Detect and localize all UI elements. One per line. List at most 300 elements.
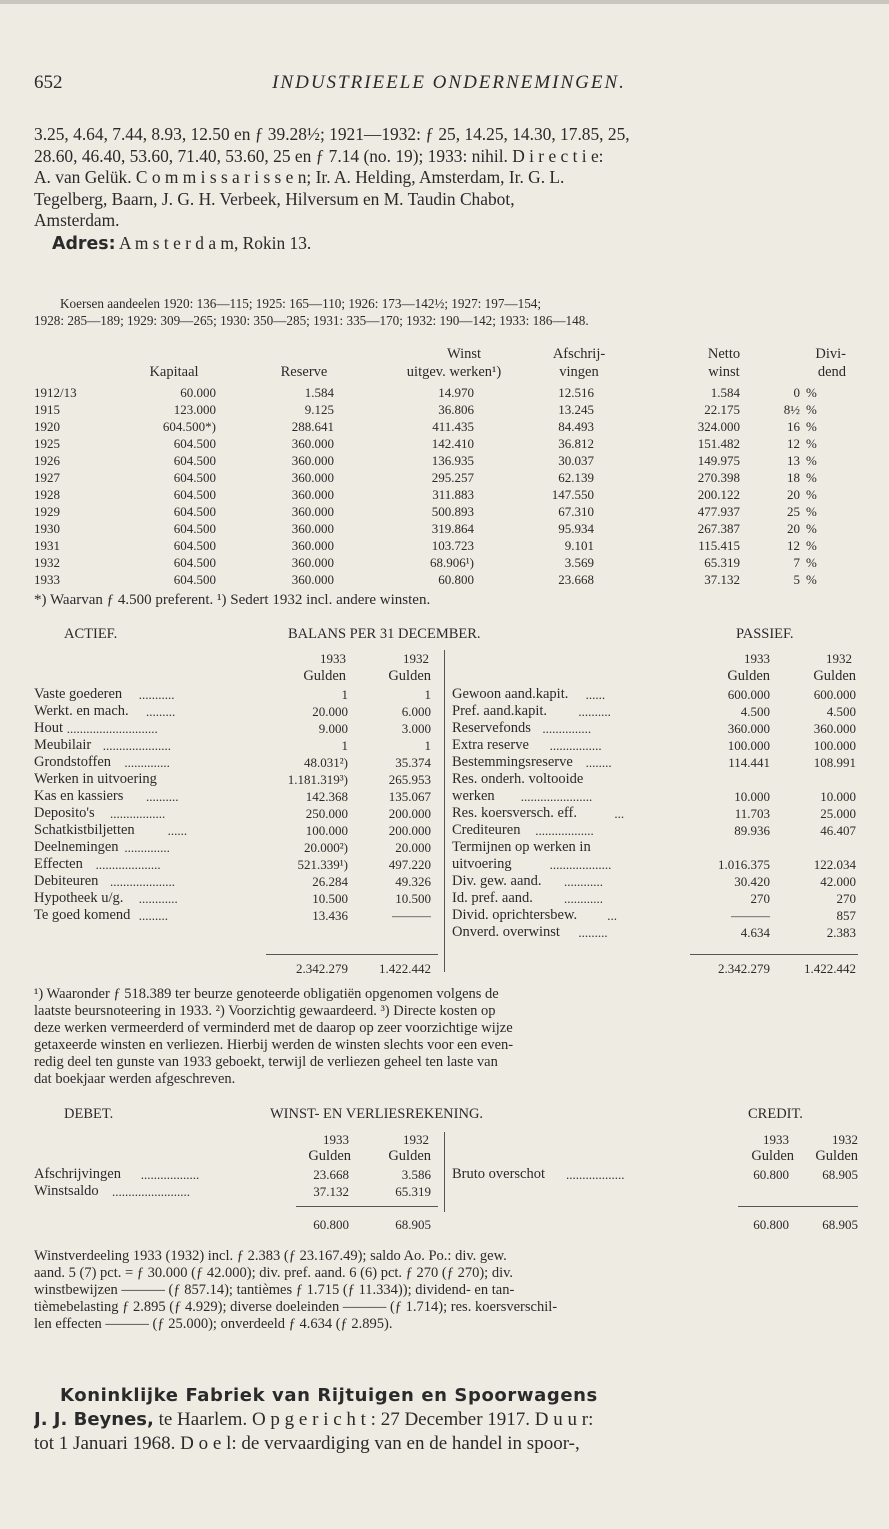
bal-total-b-left: 1.422.442 [379, 961, 431, 976]
stats-year: 1933 [34, 572, 60, 587]
stats-afschrijvingen: 67.310 [558, 504, 594, 519]
passief-value-1932: 270 [836, 891, 856, 906]
passief-value-1933: 4.500 [740, 704, 770, 719]
stats-kapitaal: 604.500 [173, 453, 216, 468]
stats-dividend: 5 [793, 572, 800, 587]
passief-value-1932: 25.000 [820, 806, 856, 821]
stats-dividend: 13 [787, 453, 800, 468]
passief-value-1932: 122.034 [813, 857, 856, 872]
stats-dividend: 16 [787, 419, 800, 434]
actief-label: Te goed komend [34, 907, 131, 923]
stats-kapitaal: 604.500 [173, 487, 216, 502]
stats-afschrijvingen: 13.245 [558, 402, 594, 417]
passief-label: Res. onderh. voltooide [452, 771, 584, 787]
stats-percent-sign: % [806, 572, 817, 587]
stats-year: 1912/13 [34, 385, 77, 400]
passief-value-1933: 89.936 [734, 823, 770, 838]
next-company-entry [34, 1384, 864, 1456]
intro-line: 28.60, 46.40, 53.60, 71.40, 53.60, 25 en ƒ 7.14 (no. 19); 1933: nihil. D i r e c t i e: [34, 145, 604, 166]
balance-footnotes [34, 986, 864, 1088]
company-owner: J. J. Beynes, [34, 1409, 154, 1430]
actief-leader-dots: .................... [110, 874, 175, 889]
passief-value-1932: 42.000 [820, 874, 856, 889]
wv-total-a-right: 60.800 [753, 1217, 789, 1232]
intro-line: 3.25, 4.64, 7.44, 8.93, 12.50 en ƒ 39.28½; 1921—1932: ƒ 25, 14.25, 14.30, 17.85, 25, [34, 124, 630, 144]
actief-leader-dots: .............. [124, 840, 170, 855]
stats-reserve: 360.000 [291, 436, 334, 451]
stats-year: 1929 [34, 504, 60, 519]
passief-label: Gewoon aand.kapit. [452, 686, 569, 702]
stats-afschrijvingen: 95.934 [558, 521, 594, 536]
stats-row [34, 469, 864, 486]
scan-edge [0, 0, 889, 4]
passief-leader-dots: ........ [585, 755, 612, 770]
stats-reserve: 360.000 [291, 538, 334, 553]
stats-percent-sign: % [806, 538, 817, 553]
passief-label: Reservefonds [452, 720, 531, 736]
actief-value-1933: 100.000 [305, 823, 348, 838]
wv-unit-a-right: Gulden [751, 1148, 794, 1164]
stats-dividend: 0 [793, 385, 800, 400]
wv-unit-a-left: Gulden [308, 1148, 351, 1164]
adres-label: Adres: [52, 234, 116, 254]
passief-value-1932: 46.407 [820, 823, 856, 838]
stats-kapitaal: 604.500 [173, 521, 216, 536]
actief-label: Grondstoffen [34, 754, 112, 770]
stats-netto-winst: 270.398 [697, 470, 740, 485]
col-header-winst: Winst [446, 346, 482, 362]
actief-leader-dots: ........... [138, 687, 175, 702]
stats-reserve: 288.641 [291, 419, 334, 434]
wv-total-rule-left [296, 1206, 438, 1207]
credit-leader-dots: .................. [566, 1167, 625, 1182]
bal-total-rule-right [690, 954, 858, 955]
actief-value-1933: 26.284 [312, 874, 348, 889]
passief-label: Pref. aand.kapit. [452, 703, 548, 719]
adres-street: Rokin 13. [242, 233, 312, 253]
adres-line [52, 233, 882, 255]
stats-row [34, 384, 864, 401]
stats-dividend: 25 [787, 504, 800, 519]
stats-netto-winst: 151.482 [697, 436, 740, 451]
wv-total-b-right: 68.905 [822, 1217, 858, 1232]
actief-value-1933: 1 [341, 738, 348, 753]
actief-value-1932: 135.067 [388, 789, 431, 804]
stats-year: 1915 [34, 402, 60, 417]
passief-leader-dots: ... [607, 908, 617, 923]
stats-winst: 36.806 [438, 402, 474, 417]
stats-percent-sign: % [806, 419, 817, 434]
debet-label: Afschrijvingen [34, 1166, 121, 1182]
stats-row [34, 554, 864, 571]
stats-dividend: 18 [787, 470, 800, 485]
stats-afschrijvingen: 9.101 [564, 538, 594, 553]
stats-afschrijvingen: 23.668 [558, 572, 594, 587]
passief-leader-dots: .................. [535, 823, 594, 838]
stats-netto-winst: 200.122 [697, 487, 740, 502]
wv-title: WINST- EN VERLIESREKENING. [270, 1106, 484, 1122]
wv-divider [444, 1132, 445, 1212]
passief-value-1932: 360.000 [813, 721, 856, 736]
stats-row [34, 401, 864, 418]
col-header-reserve: Reserve [280, 364, 328, 380]
col-header-dividend: Divi- [815, 346, 846, 362]
passief-value-1933: 270 [750, 891, 770, 906]
stats-year: 1930 [34, 521, 60, 536]
stats-row [34, 571, 864, 588]
stats-row [34, 452, 864, 469]
stats-kapitaal: 123.000 [173, 402, 216, 417]
passief-label: werken [452, 788, 495, 804]
stats-row [34, 520, 864, 537]
stats-percent-sign: % [806, 487, 817, 502]
intro-line: Amsterdam. [34, 210, 120, 231]
actief-leader-dots: ............ [138, 891, 178, 906]
bal-unit-a-left: Gulden [303, 668, 346, 684]
wv-dist-line: Winstverdeeling 1933 (1932) incl. ƒ 2.383 (ƒ 23.167.49); saldo Ao. Po.: div. gew. [34, 1248, 507, 1264]
col-header-kapitaal: Kapitaal [149, 364, 199, 380]
actief-value-1933: 9.000 [318, 721, 348, 736]
bal-unit-b-left: Gulden [388, 668, 431, 684]
wv-unit-b-left: Gulden [388, 1148, 431, 1164]
stats-percent-sign: % [806, 385, 817, 400]
debet-value-1932: 3.586 [401, 1167, 431, 1182]
stats-kapitaal: 604.500 [173, 504, 216, 519]
bal-year-a-left: 1933 [320, 651, 346, 666]
company-line2: te Haarlem. O p g e r i c h t : 27 December 1917. D u u r: [153, 1409, 594, 1430]
passief-value-1933: 30.420 [734, 874, 770, 889]
profit-loss-account [34, 1106, 864, 1240]
stats-year: 1927 [34, 470, 60, 485]
balance-passief-caption: PASSIEF. [736, 626, 794, 642]
stats-netto-winst: 477.937 [697, 504, 740, 519]
actief-value-1932: 35.374 [395, 755, 431, 770]
stats-winst: 136.935 [431, 453, 474, 468]
stats-row [34, 418, 864, 435]
wv-dist-line: len effecten ——— (ƒ 25.000); onverdeeld ƒ 4.634 (ƒ 2.895). [34, 1316, 393, 1332]
col-header-winst-2: uitgev. werken¹) [406, 364, 502, 380]
bal-total-a-right: 2.342.279 [718, 961, 770, 976]
passief-leader-dots: ......... [578, 925, 608, 940]
stats-year: 1928 [34, 487, 60, 502]
debet-value-1933: 23.668 [313, 1167, 349, 1182]
wv-unit-b-right: Gulden [815, 1148, 858, 1164]
stats-netto-winst: 1.584 [710, 385, 740, 400]
fn-line: laatste beursnoteering in 1933. ²) Voorzichtig gewaardeerd. ³) Directe kosten op [34, 1003, 496, 1019]
fn-line: dat boekjaar werden afgeschreven. [34, 1071, 236, 1087]
stats-year: 1920 [34, 419, 60, 434]
passief-value-1933: 114.441 [728, 755, 770, 770]
stats-dividend: 8½ [783, 402, 800, 417]
wv-debet-caption: DEBET. [64, 1106, 114, 1122]
wv-total-rule-right [738, 1206, 858, 1207]
balance-title: BALANS PER 31 DECEMBER. [288, 626, 481, 642]
debet-leader-dots: .................. [140, 1167, 200, 1182]
passief-leader-dots: ................... [549, 857, 612, 872]
actief-value-1932: 1 [424, 738, 431, 753]
company-name: Koninklijke Fabriek van Rijtuigen en Spoorwagens [60, 1385, 598, 1406]
actief-leader-dots: ...... [167, 823, 188, 838]
actief-label: Werken in uitvoering [34, 771, 157, 787]
passief-label: Crediteuren [452, 822, 521, 838]
stats-row [34, 537, 864, 554]
passief-value-1933: 600.000 [727, 687, 770, 702]
stats-afschrijvingen: 147.550 [551, 487, 594, 502]
passief-value-1932: 2.383 [826, 925, 856, 940]
passief-leader-dots: .......... [578, 704, 611, 719]
page-number: 652 [34, 72, 63, 93]
bal-total-b-right: 1.422.442 [804, 961, 856, 976]
intro-paragraph [34, 124, 864, 232]
stats-winst: 411.435 [432, 419, 474, 434]
actief-label: Effecten [34, 856, 83, 872]
passief-value-1933: 100.000 [727, 738, 770, 753]
passief-value-1932: 100.000 [813, 738, 856, 753]
balance-sheet [34, 626, 864, 976]
actief-leader-dots: ..................... [102, 738, 172, 753]
actief-label: Hypotheek u/g. [34, 890, 124, 906]
credit-label: Bruto overschot [452, 1166, 546, 1182]
credit-value-1932: 68.905 [822, 1167, 858, 1182]
stats-row [34, 435, 864, 452]
actief-value-1932: 3.000 [401, 721, 431, 736]
passief-label: uitvoering [452, 856, 512, 872]
stats-reserve: 360.000 [291, 521, 334, 536]
actief-value-1933: 1 [341, 687, 348, 702]
stats-afschrijvingen: 30.037 [558, 453, 594, 468]
passief-label: Termijnen op werken in [452, 839, 591, 855]
actief-value-1933: 1.181.319³) [287, 772, 348, 787]
stats-kapitaal: 604.500 [173, 436, 216, 451]
stats-winst: 142.410 [431, 436, 474, 451]
actief-label: Meubilair [34, 737, 92, 753]
stats-reserve: 360.000 [291, 453, 334, 468]
passief-leader-dots: ...... [585, 687, 606, 702]
stats-netto-winst: 37.132 [704, 572, 740, 587]
stats-winst: 295.257 [431, 470, 474, 485]
stats-header-row-2 [34, 364, 864, 381]
col-header-afschr-2: vingen [559, 364, 599, 380]
passief-leader-dots: ................ [549, 738, 602, 753]
stats-reserve: 360.000 [291, 470, 334, 485]
passief-value-1932: 108.991 [813, 755, 856, 770]
stats-dividend: 12 [787, 436, 800, 451]
stats-winst: 311.883 [432, 487, 474, 502]
passief-leader-dots: ............ [564, 891, 603, 906]
stats-year: 1926 [34, 453, 60, 468]
actief-label: Vaste goederen [34, 686, 123, 702]
debet-value-1933: 37.132 [313, 1184, 349, 1199]
stats-row [34, 486, 864, 503]
stats-kapitaal: 604.500 [173, 538, 216, 553]
stats-kapitaal: 604.500 [173, 555, 216, 570]
stats-afschrijvingen: 12.516 [558, 385, 594, 400]
stats-afschrijvingen: 36.812 [558, 436, 594, 451]
stats-afschrijvingen: 84.493 [558, 419, 594, 434]
actief-value-1933: 10.500 [312, 891, 348, 906]
actief-label: Debiteuren [34, 873, 99, 889]
passief-value-1932: 857 [836, 908, 856, 923]
stats-reserve: 360.000 [291, 504, 334, 519]
koersen-line: Koersen aandeelen 1920: 136—115; 1925: 165—110; 1926: 173—142½; 1927: 197—154; [60, 296, 542, 311]
stats-kapitaal: 604.500 [173, 572, 216, 587]
actief-value-1932: 265.953 [388, 772, 431, 787]
winstverdeeling [34, 1248, 864, 1333]
col-header-afschr: Afschrij- [552, 346, 606, 362]
stats-afschrijvingen: 3.569 [564, 555, 594, 570]
actief-value-1932: ——— [392, 908, 431, 923]
adres-city: A m s t e r d a m, [118, 233, 239, 253]
stats-netto-winst: 267.387 [697, 521, 740, 536]
bal-year-b-right: 1932 [826, 651, 852, 666]
wv-total-b-left: 68.905 [395, 1217, 431, 1232]
stats-dividend: 20 [787, 487, 800, 502]
stats-year: 1931 [34, 538, 60, 553]
passief-value-1933: 11.703 [734, 806, 770, 821]
actief-value-1933: 142.368 [305, 789, 348, 804]
actief-value-1933: 521.339¹) [297, 857, 348, 872]
actief-value-1933: 250.000 [305, 806, 348, 821]
stats-winst: 103.723 [431, 538, 474, 553]
passief-label: Onverd. overwinst [452, 924, 560, 940]
wv-total-a-left: 60.800 [313, 1217, 349, 1232]
col-header-dividend-2: dend [817, 364, 846, 380]
stats-percent-sign: % [806, 521, 817, 536]
stats-kapitaal: 60.000 [180, 385, 216, 400]
company-line3: tot 1 Januari 1968. D o e l: de vervaardiging van en de handel in spoor-, [34, 1433, 580, 1454]
bal-unit-a-right: Gulden [727, 668, 770, 684]
stats-percent-sign: % [806, 555, 817, 570]
stats-percent-sign: % [806, 470, 817, 485]
koersen-line: 1928: 285—189; 1929: 309—265; 1930: 350—285; 1931: 335—170; 1932: 190—142; 1933: 186—148. [34, 313, 589, 328]
actief-leader-dots: .......... [146, 789, 179, 804]
stats-netto-winst: 65.319 [704, 555, 740, 570]
wv-credit-caption: CREDIT. [748, 1106, 803, 1122]
wv-year-b-left: 1932 [403, 1132, 429, 1147]
stats-winst: 319.864 [431, 521, 474, 536]
stats-reserve: 9.125 [304, 402, 334, 417]
stats-kapitaal: 604.500 [173, 470, 216, 485]
bal-total-rule-left [266, 954, 438, 955]
actief-leader-dots: ......... [138, 908, 169, 923]
bal-year-a-right: 1933 [744, 651, 770, 666]
stats-afschrijvingen: 62.139 [558, 470, 594, 485]
stats-footnote: *) Waarvan ƒ 4.500 preferent. ¹) Sedert 1932 incl. andere winsten. [34, 592, 431, 608]
fn-line: deze werken vermeerderd of verminderd met de daarop op zeer voorzichtige wijze [34, 1020, 513, 1036]
stats-dividend: 20 [787, 521, 800, 536]
col-header-netto-2: winst [708, 364, 740, 380]
passief-leader-dots: ...................... [520, 789, 593, 804]
stats-netto-winst: 324.000 [697, 419, 740, 434]
wv-year-b-right: 1932 [832, 1132, 858, 1147]
passief-label: Id. pref. aand. [452, 890, 533, 906]
passief-label: Bestemmingsreserve [452, 754, 573, 770]
actief-value-1933: 48.031²) [304, 755, 348, 770]
stats-year: 1925 [34, 436, 60, 451]
wv-dist-line: winstbewijzen ——— (ƒ 857.14); tantièmes ƒ 1.715 (ƒ 11.334)); dividend- en tan- [34, 1282, 515, 1298]
debet-label: Winstsaldo [34, 1183, 99, 1199]
actief-value-1933: 20.000²) [304, 840, 348, 855]
passief-value-1932: 600.000 [813, 687, 856, 702]
stats-percent-sign: % [806, 453, 817, 468]
stats-row [34, 503, 864, 520]
stats-header-row-1 [34, 346, 864, 363]
stats-netto-winst: 22.175 [704, 402, 740, 417]
bal-unit-b-right: Gulden [813, 668, 856, 684]
debet-value-1932: 65.319 [395, 1184, 431, 1199]
col-header-netto: Netto [707, 346, 741, 362]
actief-value-1932: 200.000 [388, 823, 431, 838]
passief-value-1933: 360.000 [727, 721, 770, 736]
koersen-block [34, 295, 870, 329]
actief-label: Werkt. en mach. [34, 703, 129, 719]
balance-actief-caption: ACTIEF. [64, 626, 118, 642]
credit-value-1933: 60.800 [753, 1167, 789, 1182]
actief-value-1933: 13.436 [312, 908, 348, 923]
stats-kapitaal: 604.500*) [162, 419, 216, 434]
balance-divider [444, 650, 445, 972]
fn-line: getaxeerde winsten en verliezen. Hierbij werden de winsten slechts voor een even- [34, 1037, 514, 1053]
actief-label: Deposito's [34, 805, 95, 821]
stats-winst: 500.893 [431, 504, 474, 519]
actief-leader-dots: ......... [146, 704, 176, 719]
bal-total-a-left: 2.342.279 [296, 961, 348, 976]
stats-winst: 60.800 [438, 572, 474, 587]
stats-winst: 68.906¹) [430, 555, 474, 570]
actief-label: Kas en kassiers [34, 788, 124, 804]
actief-leader-dots: ................. [110, 806, 166, 821]
passief-label: Res. koersversch. eff. [452, 805, 577, 821]
actief-leader-dots: ............................ [66, 721, 158, 736]
stats-reserve: 1.584 [304, 385, 334, 400]
passief-label: Div. gew. aand. [452, 873, 542, 889]
passief-value-1933: ——— [731, 908, 770, 923]
fn-line: redig deel ten gunste van 1933 geboekt, terwijl de verliezen geheel ten laste van [34, 1054, 498, 1070]
actief-label: Hout [34, 720, 63, 736]
passief-value-1932: 10.000 [820, 789, 856, 804]
actief-value-1932: 1 [424, 687, 431, 702]
actief-value-1932: 200.000 [388, 806, 431, 821]
stats-dividend: 7 [793, 555, 800, 570]
passief-leader-dots: ............... [542, 721, 592, 736]
stats-percent-sign: % [806, 402, 817, 417]
wv-year-a-left: 1933 [323, 1132, 349, 1147]
intro-line: A. van Gelük. C o m m i s s a r i s s e n; Ir. A. Helding, Amsterdam, Ir. G. L. [34, 167, 565, 188]
passief-leader-dots: ............ [564, 874, 603, 889]
stats-reserve: 360.000 [291, 572, 334, 587]
wv-dist-line: aand. 5 (7) pct. = ƒ 30.000 (ƒ 42.000); div. pref. aand. 6 (6) pct. ƒ 270 (ƒ 270); div. [34, 1265, 514, 1281]
stats-dividend: 12 [787, 538, 800, 553]
stats-winst: 14.970 [438, 385, 474, 400]
fn-line: ¹) Waaronder ƒ 518.389 ter beurze genoteerde obligatiën opgenomen volgens de [34, 986, 499, 1002]
stats-reserve: 360.000 [291, 555, 334, 570]
bal-year-b-left: 1932 [403, 651, 429, 666]
actief-value-1933: 20.000 [312, 704, 348, 719]
intro-line: Tegelberg, Baarn, J. G. H. Verbeek, Hilversum en M. Taudin Chabot, [34, 188, 515, 209]
actief-value-1932: 20.000 [395, 840, 431, 855]
stats-percent-sign: % [806, 504, 817, 519]
stats-year: 1932 [34, 555, 60, 570]
wv-year-a-right: 1933 [763, 1132, 789, 1147]
passief-label: Extra reserve [452, 737, 529, 753]
passief-value-1933: 4.634 [740, 925, 770, 940]
page-header [34, 72, 864, 96]
actief-value-1932: 6.000 [401, 704, 431, 719]
actief-value-1932: 49.326 [395, 874, 431, 889]
passief-leader-dots: ... [614, 806, 625, 821]
passief-value-1933: 10.000 [734, 789, 770, 804]
passief-value-1933: 1.016.375 [718, 857, 770, 872]
